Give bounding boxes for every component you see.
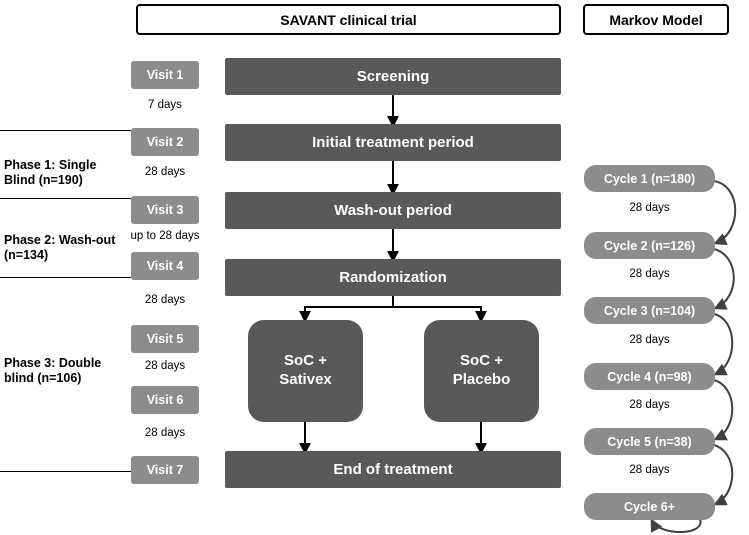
visit-chip-2[interactable]: Visit 2 [131, 128, 199, 156]
cycle-chip-4[interactable]: Cycle 4 (n=98) [584, 363, 715, 390]
cycle-interval-1: 28 days [629, 202, 670, 215]
arm-box-placebo[interactable] [424, 320, 539, 422]
visit-interval-3: up to 28 days [130, 230, 200, 243]
cycle-interval-3: 28 days [629, 334, 670, 347]
cycle-interval-4: 28 days [629, 399, 670, 412]
flow-box-end-of-treatment[interactable]: End of treatment [225, 451, 561, 488]
phase-rule-4 [0, 471, 131, 472]
visit-chip-3[interactable]: Visit 3 [131, 196, 199, 224]
flow-box-randomization[interactable]: Randomization [225, 259, 561, 296]
flow-box-screening[interactable]: Screening [225, 58, 561, 95]
cycle-chip-5[interactable]: Cycle 5 (n=38) [584, 428, 715, 455]
visit-interval-2: 28 days [144, 166, 186, 179]
phase-label-2: Phase 2: Wash-out (n=134) [4, 233, 116, 262]
visit-interval-5: 28 days [144, 360, 186, 373]
phase-rule-2 [0, 198, 131, 199]
visit-interval-4: 28 days [144, 294, 186, 307]
visit-chip-6[interactable]: Visit 6 [131, 386, 199, 414]
cycle-interval-5: 28 days [629, 464, 670, 477]
header-trial: SAVANT clinical trial [136, 4, 561, 35]
visit-chip-7[interactable]: Visit 7 [131, 456, 199, 484]
visit-chip-1[interactable]: Visit 1 [131, 61, 199, 89]
visit-interval-6: 28 days [144, 427, 186, 440]
arm-sativex-line1: SoC + [284, 352, 327, 370]
phase-label-1: Phase 1: Single Blind (n=190) [4, 158, 97, 187]
flow-box-washout[interactable]: Wash-out period [225, 192, 561, 229]
phase-label-3: Phase 3: Double blind (n=106) [4, 356, 102, 385]
cycle-chip-3[interactable]: Cycle 3 (n=104) [584, 297, 715, 324]
visit-chip-4[interactable]: Visit 4 [131, 252, 199, 280]
phase-rule-3 [0, 277, 131, 278]
arm-sativex-line2: Sativex [279, 371, 332, 388]
cycle-interval-2: 28 days [629, 268, 670, 281]
visit-interval-1: 7 days [148, 99, 182, 112]
header-markov: Markov Model [583, 4, 729, 35]
arm-placebo-line1: SoC + [460, 352, 503, 370]
arm-placebo-line2: Placebo [452, 371, 511, 388]
flow-box-initial-treatment[interactable]: Initial treatment period [225, 124, 561, 161]
phase-rule-1 [0, 130, 131, 131]
cycle-chip-2[interactable]: Cycle 2 (n=126) [584, 232, 715, 259]
arm-box-sativex[interactable] [248, 320, 363, 422]
visit-chip-5[interactable]: Visit 5 [131, 325, 199, 353]
cycle-chip-1[interactable]: Cycle 1 (n=180) [584, 165, 715, 192]
cycle-chip-6plus[interactable]: Cycle 6+ [584, 493, 715, 520]
